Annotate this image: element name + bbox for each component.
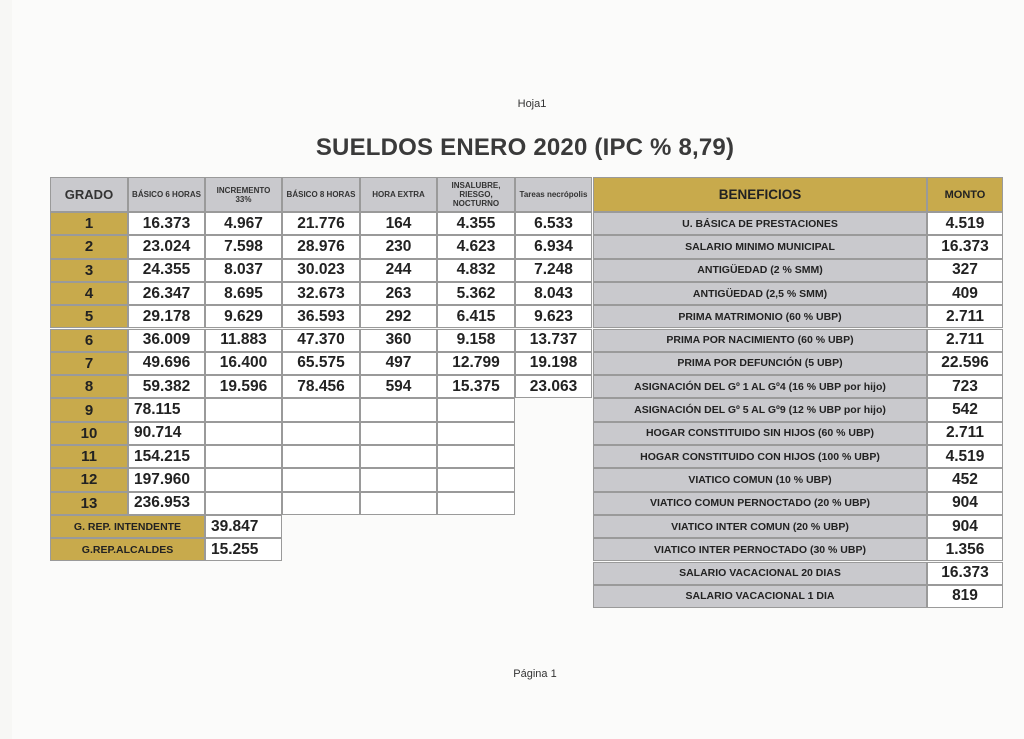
benefit-amount: 22.596	[927, 352, 1003, 375]
benefit-label: PRIMA MATRIMONIO (60 % UBP)	[593, 305, 927, 328]
salary-cell: 8.695	[205, 282, 282, 305]
benefit-amount: 4.519	[927, 212, 1003, 235]
salary-cell	[360, 468, 437, 491]
salary-cell	[205, 398, 282, 421]
salary-cell: 24.355	[128, 259, 205, 282]
page-footer: Página 1	[513, 668, 557, 680]
grade-cell: 1	[50, 212, 128, 235]
salary-cell	[437, 492, 515, 515]
salary-cell: 19.198	[515, 352, 592, 375]
salary-cell: 497	[360, 352, 437, 375]
salary-cell	[205, 468, 282, 491]
salary-cell: 19.596	[205, 375, 282, 398]
benefit-amount: 2.711	[927, 422, 1003, 445]
salary-cell: 4.832	[437, 259, 515, 282]
salary-cell	[360, 492, 437, 515]
salary-cell: 236.953	[128, 492, 205, 515]
grade-cell: 5	[50, 305, 128, 328]
salary-cell: 30.023	[282, 259, 360, 282]
salary-cell: 78.456	[282, 375, 360, 398]
benefit-label: ASIGNACIÓN DEL Gº 5 AL Gº9 (12 % UBP por hijo)	[593, 398, 927, 421]
salary-cell	[437, 422, 515, 445]
salary-cell: 9.158	[437, 329, 515, 352]
salary-cell	[282, 422, 360, 445]
benefit-amount: 2.711	[927, 329, 1003, 352]
salary-cell: 29.178	[128, 305, 205, 328]
salary-cell: 90.714	[128, 422, 205, 445]
grade-cell: 11	[50, 445, 128, 468]
salary-cell	[437, 468, 515, 491]
salary-cell: 49.696	[128, 352, 205, 375]
benefit-amount: 16.373	[927, 235, 1003, 258]
rep-value: 15.255	[205, 538, 282, 561]
salary-cell: 13.737	[515, 329, 592, 352]
benefits-header: BENEFICIOS	[593, 177, 927, 212]
salary-cell: 23.063	[515, 375, 592, 398]
salary-cell	[282, 468, 360, 491]
salary-cell: 26.347	[128, 282, 205, 305]
benefit-amount: 819	[927, 585, 1003, 608]
salary-cell: 6.934	[515, 235, 592, 258]
benefit-label: SALARIO MINIMO MUNICIPAL	[593, 235, 927, 258]
salary-cell: 11.883	[205, 329, 282, 352]
salary-cell: 244	[360, 259, 437, 282]
salary-cell: 16.373	[128, 212, 205, 235]
rep-label: G.REP.ALCALDES	[50, 538, 205, 561]
grade-cell: 13	[50, 492, 128, 515]
salary-cell: 197.960	[128, 468, 205, 491]
grade-cell: 10	[50, 422, 128, 445]
salary-header-0: GRADO	[50, 177, 128, 212]
salary-cell	[205, 422, 282, 445]
salary-cell: 32.673	[282, 282, 360, 305]
salary-cell: 65.575	[282, 352, 360, 375]
benefit-amount: 327	[927, 259, 1003, 282]
benefit-amount: 542	[927, 398, 1003, 421]
sheet-label: Hoja1	[517, 98, 547, 110]
salary-cell	[205, 492, 282, 515]
salary-cell: 292	[360, 305, 437, 328]
salary-cell: 21.776	[282, 212, 360, 235]
salary-cell: 263	[360, 282, 437, 305]
salary-cell: 12.799	[437, 352, 515, 375]
salary-cell: 360	[360, 329, 437, 352]
grade-cell: 6	[50, 329, 128, 352]
salary-cell: 15.375	[437, 375, 515, 398]
salary-header-3: BÁSICO 8 HORAS	[282, 177, 360, 212]
salary-cell: 36.009	[128, 329, 205, 352]
salary-cell	[282, 492, 360, 515]
monto-header: MONTO	[927, 177, 1003, 212]
grade-cell: 2	[50, 235, 128, 258]
grade-cell: 7	[50, 352, 128, 375]
salary-cell: 36.593	[282, 305, 360, 328]
salary-cell	[282, 398, 360, 421]
salary-header-1: BÁSICO 6 HORAS	[128, 177, 205, 212]
salary-cell: 154.215	[128, 445, 205, 468]
salary-cell: 8.043	[515, 282, 592, 305]
benefit-label: PRIMA POR DEFUNCIÓN (5 UBP)	[593, 352, 927, 375]
benefit-label: VIATICO INTER PERNOCTADO (30 % UBP)	[593, 538, 927, 561]
salary-cell: 23.024	[128, 235, 205, 258]
salary-cell: 4.623	[437, 235, 515, 258]
salary-cell: 47.370	[282, 329, 360, 352]
benefit-label: U. BÁSICA DE PRESTACIONES	[593, 212, 927, 235]
salary-cell: 59.382	[128, 375, 205, 398]
grade-cell: 9	[50, 398, 128, 421]
benefit-amount: 1.356	[927, 538, 1003, 561]
salary-cell	[205, 445, 282, 468]
salary-cell: 7.598	[205, 235, 282, 258]
salary-cell	[360, 445, 437, 468]
benefit-label: SALARIO VACACIONAL 1 DIA	[593, 585, 927, 608]
benefit-amount: 2.711	[927, 305, 1003, 328]
benefit-amount: 904	[927, 492, 1003, 515]
benefit-label: VIATICO COMUN PERNOCTADO (20 % UBP)	[593, 492, 927, 515]
salary-cell: 16.400	[205, 352, 282, 375]
benefit-amount: 904	[927, 515, 1003, 538]
page-title: SUELDOS ENERO 2020 (IPC % 8,79)	[315, 134, 735, 161]
salary-cell: 28.976	[282, 235, 360, 258]
salary-cell: 594	[360, 375, 437, 398]
salary-cell: 230	[360, 235, 437, 258]
salary-header-2: INCREMENTO 33%	[205, 177, 282, 212]
benefit-amount: 409	[927, 282, 1003, 305]
salary-cell: 164	[360, 212, 437, 235]
benefit-label: HOGAR CONSTITUIDO CON HIJOS (100 % UBP)	[593, 445, 927, 468]
salary-cell	[437, 398, 515, 421]
benefit-label: ASIGNACIÓN DEL Gº 1 AL Gº4 (16 % UBP por hijo)	[593, 375, 927, 398]
salary-cell	[282, 445, 360, 468]
benefit-label: ANTIGÜEDAD (2 % SMM)	[593, 259, 927, 282]
benefit-amount: 452	[927, 468, 1003, 491]
benefit-label: VIATICO INTER COMUN (20 % UBP)	[593, 515, 927, 538]
salary-header-4: HORA EXTRA	[360, 177, 437, 212]
benefit-label: VIATICO COMUN (10 % UBP)	[593, 468, 927, 491]
salary-cell: 6.415	[437, 305, 515, 328]
salary-cell: 9.623	[515, 305, 592, 328]
benefit-label: HOGAR CONSTITUIDO SIN HIJOS (60 % UBP)	[593, 422, 927, 445]
salary-cell	[437, 445, 515, 468]
salary-header-6: Tareas necrópolis	[515, 177, 592, 212]
salary-cell	[360, 422, 437, 445]
salary-cell: 6.533	[515, 212, 592, 235]
benefit-amount: 723	[927, 375, 1003, 398]
salary-cell: 7.248	[515, 259, 592, 282]
benefit-label: ANTIGÜEDAD (2,5 % SMM)	[593, 282, 927, 305]
salary-cell: 9.629	[205, 305, 282, 328]
benefit-amount: 4.519	[927, 445, 1003, 468]
grade-cell: 8	[50, 375, 128, 398]
salary-cell: 4.967	[205, 212, 282, 235]
salary-header-5: INSALUBRE, RIESGO, NOCTURNO	[437, 177, 515, 212]
benefit-amount: 16.373	[927, 562, 1003, 585]
salary-cell: 5.362	[437, 282, 515, 305]
salary-cell: 8.037	[205, 259, 282, 282]
salary-cell	[360, 398, 437, 421]
benefit-label: SALARIO VACACIONAL 20 DIAS	[593, 562, 927, 585]
grade-cell: 3	[50, 259, 128, 282]
rep-value: 39.847	[205, 515, 282, 538]
benefit-label: PRIMA POR NACIMIENTO (60 % UBP)	[593, 329, 927, 352]
grade-cell: 12	[50, 468, 128, 491]
salary-cell: 4.355	[437, 212, 515, 235]
rep-label: G. REP. INTENDENTE	[50, 515, 205, 538]
grade-cell: 4	[50, 282, 128, 305]
salary-cell: 78.115	[128, 398, 205, 421]
